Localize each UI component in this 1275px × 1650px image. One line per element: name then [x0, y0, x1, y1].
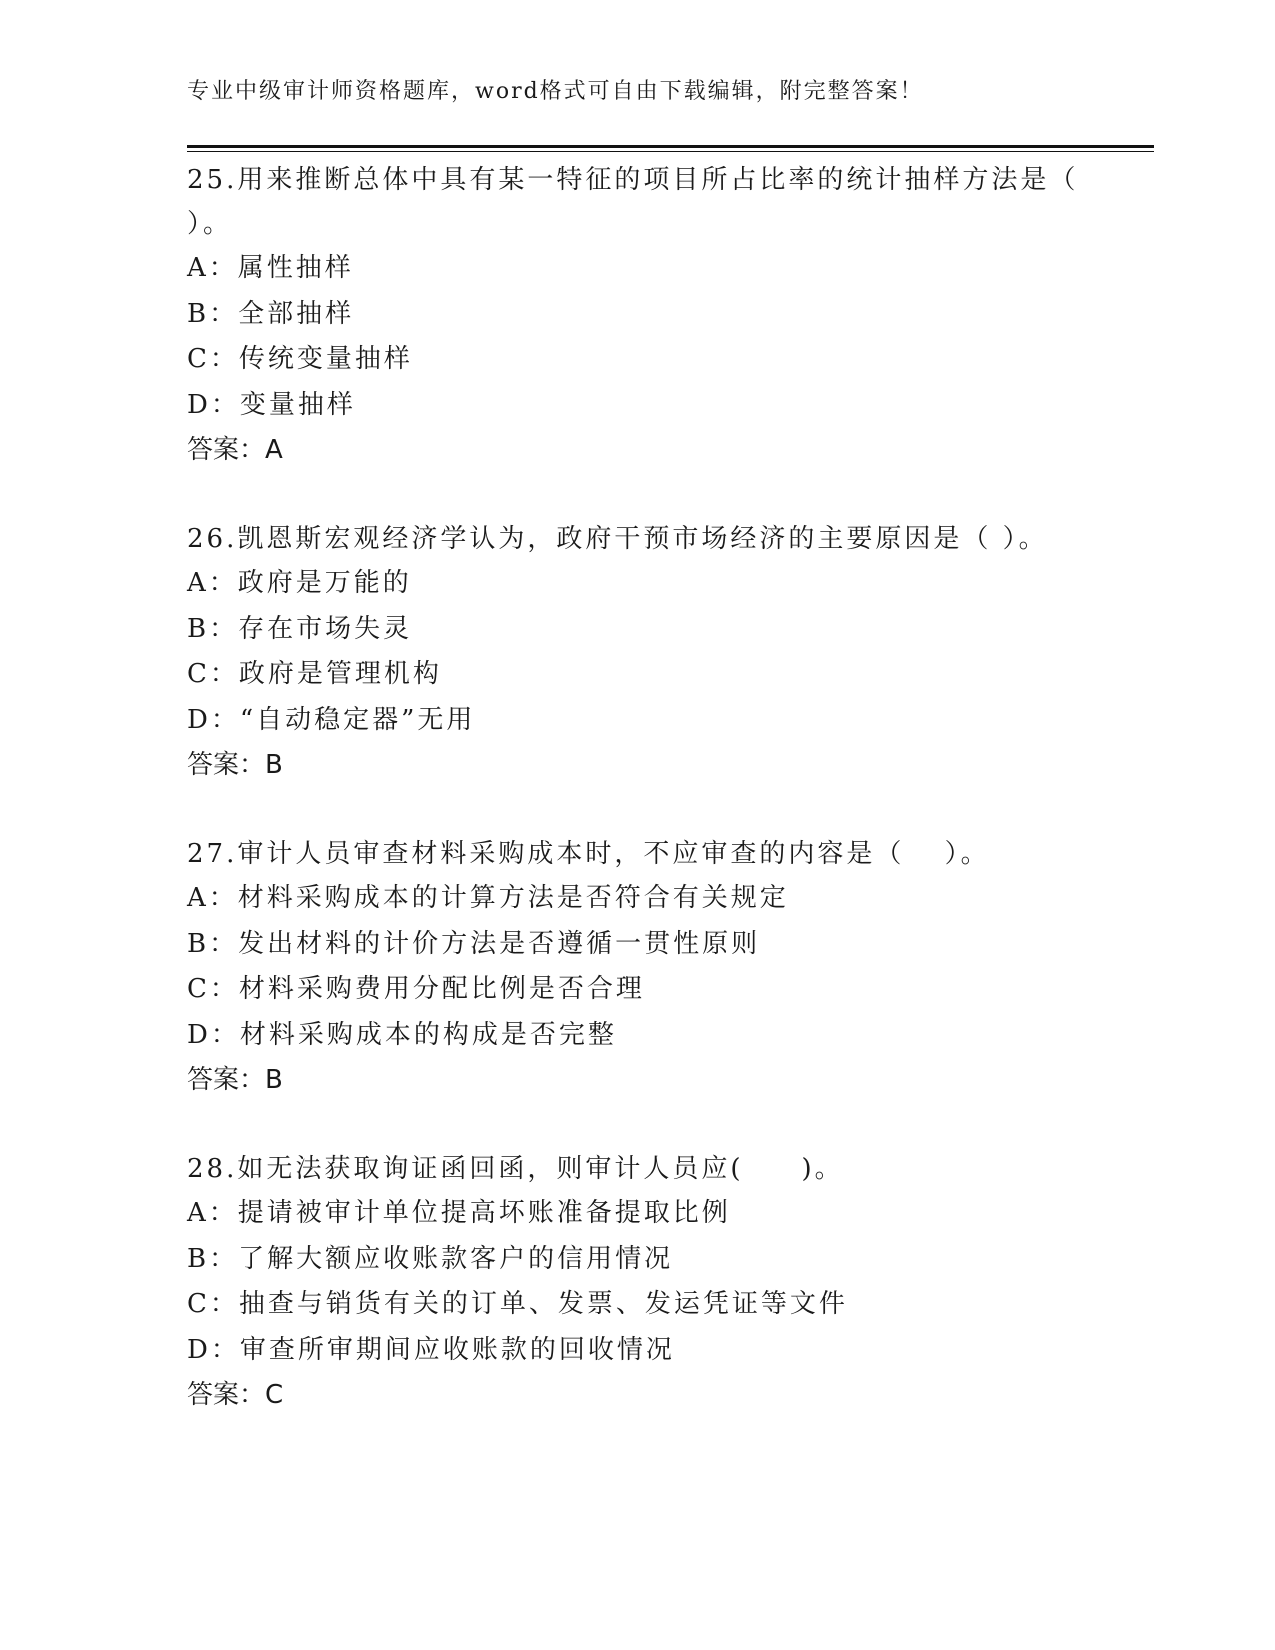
- answer-line: 答案：C: [187, 1380, 284, 1410]
- option-b: B：存在市场失灵: [187, 613, 413, 644]
- question-stem: 27.审计人员审查材料采购成本时，不应审查的内容是（ ）。: [187, 839, 990, 869]
- option-c: C：传统变量抽样: [187, 344, 413, 374]
- question-25: [187, 158, 1087, 473]
- answer-line: 答案：A: [187, 435, 283, 465]
- option-b: B：了解大额应收账款客户的信用情况: [187, 1243, 674, 1274]
- question-list: [187, 158, 1087, 1462]
- option-d: D：变量抽样: [187, 389, 356, 420]
- option-d: D：材料采购成本的构成是否完整: [187, 1019, 617, 1050]
- option-c: C：政府是管理机构: [187, 659, 442, 689]
- question-27: [187, 832, 1087, 1103]
- question-stem: 26.凯恩斯宏观经济学认为，政府干预市场经济的主要原因是（ ）。: [187, 524, 1048, 554]
- option-a: A：属性抽样: [187, 253, 354, 283]
- option-a: A：提请被审计单位提高坏账准备提取比例: [187, 1198, 731, 1228]
- option-c: C：材料采购费用分配比例是否合理: [187, 974, 645, 1004]
- option-b: B：全部抽样: [187, 298, 355, 329]
- option-c: C：抽查与销货有关的订单、发票、发运凭证等文件: [187, 1289, 848, 1319]
- question-stem: 25.用来推断总体中具有某一特征的项目所占比率的统计抽样方法是（ ）。: [187, 165, 1079, 239]
- option-a: A：政府是万能的: [187, 568, 412, 598]
- answer-line: 答案：B: [187, 1065, 283, 1095]
- option-d: D：“自动稳定器”无用: [187, 704, 476, 735]
- option-d: D：审查所审期间应收账款的回收情况: [187, 1334, 675, 1365]
- option-a: A：材料采购成本的计算方法是否符合有关规定: [187, 883, 789, 913]
- header-rule-thin: [187, 151, 1154, 152]
- header-rule-thick: [187, 145, 1154, 148]
- answer-line: 答案：B: [187, 750, 283, 780]
- page-header: 专业中级审计师资格题库，word格式可自由下载编辑，附完整答案！: [187, 79, 924, 104]
- question-stem: 28.如无法获取询证函回函，则审计人员应( )。: [187, 1154, 844, 1184]
- option-b: B：发出材料的计价方法是否遵循一贯性原则: [187, 928, 761, 959]
- question-26: [187, 517, 1087, 788]
- question-28: [187, 1147, 1087, 1418]
